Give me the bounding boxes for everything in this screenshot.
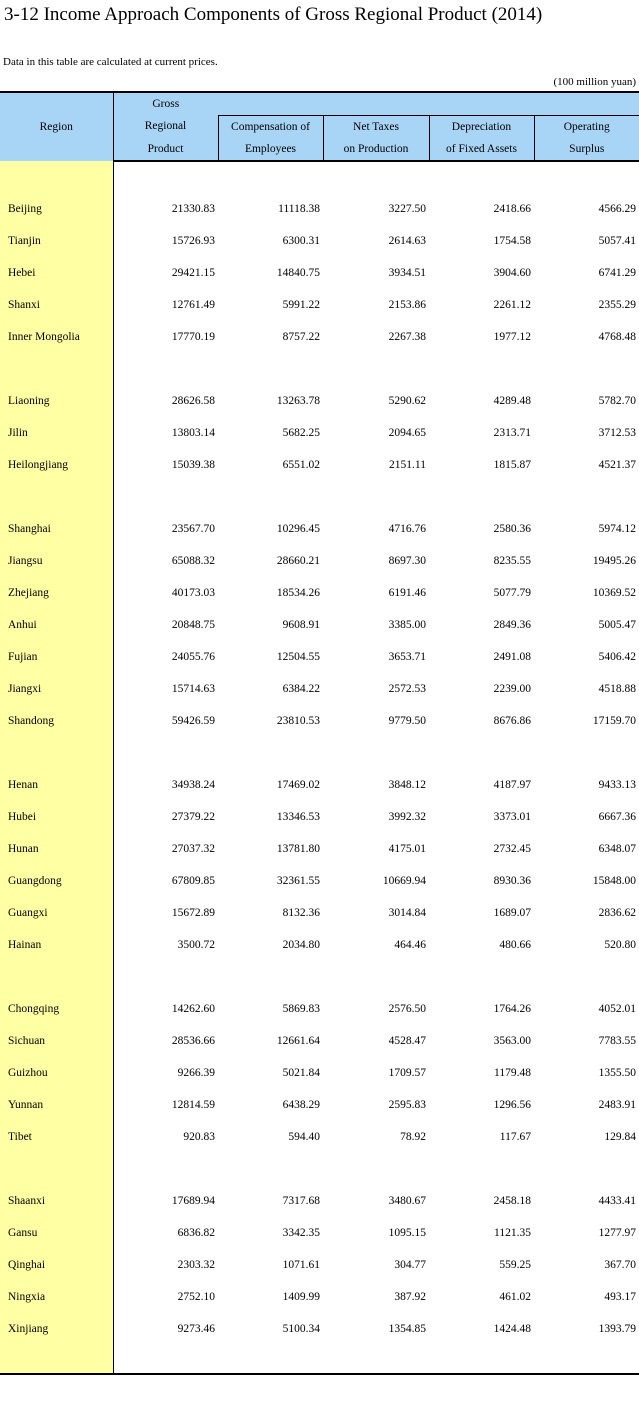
dep-cell: 2849.36 <box>493 618 531 631</box>
region-cell <box>0 737 113 769</box>
empty-cell <box>113 1345 218 1374</box>
surplus-cell: 15848.00 <box>592 874 636 887</box>
tax-cell: 2595.83 <box>388 1098 426 1111</box>
table-row <box>0 1281 639 1313</box>
tax-cell: 6191.46 <box>388 586 426 599</box>
tax-cell: 3014.84 <box>388 906 426 919</box>
dep-cell: 8676.86 <box>493 714 531 727</box>
grp-cell: 27037.32 <box>171 842 215 855</box>
table-row <box>0 769 639 801</box>
surplus-cell: 2355.29 <box>598 298 636 311</box>
region-cell: Jilin <box>0 417 113 449</box>
empty-cell <box>323 961 429 993</box>
tax-cell: 4528.47 <box>388 1034 426 1047</box>
header-comp-line1: Compensation of <box>218 115 323 138</box>
tax-cell: 9779.50 <box>388 714 426 727</box>
table-row <box>0 321 639 353</box>
region-cell: Henan <box>0 769 113 801</box>
region-cell: Qinghai <box>0 1249 113 1281</box>
empty-cell <box>323 737 429 769</box>
table-row <box>0 545 639 577</box>
header-top-spacer <box>218 92 323 115</box>
surplus-cell: 520.80 <box>604 938 636 951</box>
data-table <box>0 91 639 1374</box>
dep-cell: 4289.48 <box>493 394 531 407</box>
empty-cell <box>429 353 534 385</box>
tax-cell: 4716.76 <box>388 522 426 535</box>
table-row <box>0 1313 639 1345</box>
surplus-cell: 4052.01 <box>598 1002 636 1015</box>
grp-cell: 3500.72 <box>177 938 215 951</box>
surplus-cell: 10369.52 <box>592 586 636 599</box>
region-cell: Sichuan <box>0 1025 113 1057</box>
region-cell: Jiangsu <box>0 545 113 577</box>
surplus-cell: 17159.70 <box>592 714 636 727</box>
region-cell: Chongqing <box>0 993 113 1025</box>
comp-cell: 5991.22 <box>282 298 320 311</box>
surplus-cell: 493.17 <box>604 1290 636 1303</box>
grp-cell: 20848.75 <box>171 618 215 631</box>
tax-cell: 2094.65 <box>388 426 426 439</box>
comp-cell: 12661.64 <box>276 1034 320 1047</box>
region-cell: Guangxi <box>0 897 113 929</box>
comp-cell: 1409.99 <box>282 1290 320 1303</box>
surplus-cell: 5782.70 <box>598 394 636 407</box>
comp-cell: 8132.36 <box>282 906 320 919</box>
grp-cell: 15039.38 <box>171 458 215 471</box>
surplus-cell: 19495.26 <box>592 554 636 567</box>
dep-cell: 2418.66 <box>493 202 531 215</box>
header-region: Region <box>0 92 113 161</box>
empty-cell <box>534 481 639 513</box>
dep-cell: 8930.36 <box>493 874 531 887</box>
table-row <box>0 1121 639 1153</box>
empty-cell <box>534 353 639 385</box>
empty-cell <box>534 1153 639 1185</box>
empty-cell <box>113 1153 218 1185</box>
surplus-cell: 7783.55 <box>598 1034 636 1047</box>
surplus-cell: 4768.48 <box>598 330 636 343</box>
dep-cell: 559.25 <box>499 1258 531 1271</box>
dep-cell: 1815.87 <box>493 458 531 471</box>
comp-cell: 14840.75 <box>276 266 320 279</box>
table-row <box>0 929 639 961</box>
empty-cell <box>218 481 323 513</box>
header-top-spacer <box>323 92 429 115</box>
grp-cell: 12814.59 <box>171 1098 215 1111</box>
region-cell: Fujian <box>0 641 113 673</box>
group-spacer-row <box>0 481 639 513</box>
empty-cell <box>218 737 323 769</box>
region-cell: Zhejiang <box>0 577 113 609</box>
table-row <box>0 1185 639 1217</box>
empty-cell <box>218 1153 323 1185</box>
empty-cell <box>429 481 534 513</box>
tax-cell: 3227.50 <box>388 202 426 215</box>
comp-cell: 6300.31 <box>282 234 320 247</box>
header-dep-line2: of Fixed Assets <box>429 138 534 161</box>
comp-cell: 5100.34 <box>282 1322 320 1335</box>
comp-cell: 32361.55 <box>276 874 320 887</box>
table-row <box>0 1249 639 1281</box>
comp-cell: 17469.02 <box>276 778 320 791</box>
surplus-cell: 4518.88 <box>598 682 636 695</box>
comp-cell: 11118.38 <box>278 202 320 215</box>
dep-cell: 2458.18 <box>493 1194 531 1207</box>
group-spacer-row <box>0 1345 639 1374</box>
empty-cell <box>113 161 218 193</box>
table-row <box>0 673 639 705</box>
region-cell: Gansu <box>0 1217 113 1249</box>
region-cell <box>0 161 113 193</box>
tax-cell: 4175.01 <box>388 842 426 855</box>
grp-cell: 24055.76 <box>171 650 215 663</box>
surplus-cell: 6741.29 <box>598 266 636 279</box>
tax-cell: 3480.67 <box>388 1194 426 1207</box>
dep-cell: 2261.12 <box>493 298 531 311</box>
comp-cell: 7317.68 <box>282 1194 320 1207</box>
region-cell <box>0 961 113 993</box>
comp-cell: 23810.53 <box>276 714 320 727</box>
empty-cell <box>429 961 534 993</box>
empty-cell <box>429 1345 534 1374</box>
empty-cell <box>323 1153 429 1185</box>
comp-cell: 28660.21 <box>276 554 320 567</box>
tax-cell: 387.92 <box>394 1290 426 1303</box>
tax-cell: 8697.30 <box>388 554 426 567</box>
comp-cell: 2034.80 <box>282 938 320 951</box>
surplus-cell: 5057.41 <box>598 234 636 247</box>
surplus-cell: 4521.37 <box>598 458 636 471</box>
dep-cell: 2732.45 <box>493 842 531 855</box>
grp-cell: 15672.89 <box>171 906 215 919</box>
grp-cell: 59426.59 <box>171 714 215 727</box>
tax-cell: 1354.85 <box>388 1322 426 1335</box>
surplus-cell: 5406.42 <box>598 650 636 663</box>
region-cell: Heilongjiang <box>0 449 113 481</box>
dep-cell: 480.66 <box>499 938 531 951</box>
header-tax-line2: on Production <box>323 138 429 161</box>
surplus-cell: 5005.47 <box>598 618 636 631</box>
comp-cell: 9608.91 <box>282 618 320 631</box>
comp-cell: 6384.22 <box>282 682 320 695</box>
tax-cell: 464.46 <box>394 938 426 951</box>
grp-cell: 9266.39 <box>177 1066 215 1079</box>
header-surplus-line1: Operating <box>534 115 639 138</box>
table-row <box>0 1217 639 1249</box>
table-row <box>0 609 639 641</box>
tax-cell: 2576.50 <box>388 1002 426 1015</box>
surplus-cell: 1393.79 <box>598 1322 636 1335</box>
dep-cell: 2580.36 <box>493 522 531 535</box>
table-body <box>0 161 639 1374</box>
table-note: Data in this table are calculated at current prices. <box>3 56 218 68</box>
grp-cell: 14262.60 <box>171 1002 215 1015</box>
grp-cell: 15726.93 <box>171 234 215 247</box>
empty-cell <box>113 353 218 385</box>
dep-cell: 1179.48 <box>494 1066 531 1079</box>
group-spacer-row <box>0 1153 639 1185</box>
table-bottom-rule <box>0 1373 639 1375</box>
region-cell: Tibet <box>0 1121 113 1153</box>
dep-cell: 1764.26 <box>493 1002 531 1015</box>
comp-cell: 5869.83 <box>282 1002 320 1015</box>
table-row <box>0 1089 639 1121</box>
table-row <box>0 193 639 225</box>
grp-cell: 2303.32 <box>177 1258 215 1271</box>
tax-cell: 2572.53 <box>388 682 426 695</box>
comp-cell: 12504.55 <box>276 650 320 663</box>
tax-cell: 3992.32 <box>388 810 426 823</box>
dep-cell: 2313.71 <box>493 426 531 439</box>
region-cell: Hainan <box>0 929 113 961</box>
region-cell: Jiangxi <box>0 673 113 705</box>
dep-cell: 2239.00 <box>493 682 531 695</box>
table-row <box>0 577 639 609</box>
region-cell: Inner Mongolia <box>0 321 113 353</box>
comp-cell: 13263.78 <box>276 394 320 407</box>
surplus-cell: 9433.13 <box>598 778 636 791</box>
table-row <box>0 449 639 481</box>
region-cell: Hunan <box>0 833 113 865</box>
grp-cell: 6836.82 <box>177 1226 215 1239</box>
dep-cell: 5077.79 <box>493 586 531 599</box>
table-row <box>0 641 639 673</box>
table-row <box>0 801 639 833</box>
group-spacer-row <box>0 161 639 193</box>
surplus-cell: 367.70 <box>604 1258 636 1271</box>
grp-cell: 40173.03 <box>171 586 215 599</box>
surplus-cell: 6667.36 <box>598 810 636 823</box>
tax-cell: 1709.57 <box>388 1066 426 1079</box>
region-cell: Beijing <box>0 193 113 225</box>
empty-cell <box>534 961 639 993</box>
region-cell: Anhui <box>0 609 113 641</box>
dep-cell: 1121.35 <box>494 1226 531 1239</box>
dep-cell: 117.67 <box>499 1130 531 1143</box>
table-row <box>0 705 639 737</box>
region-cell: Guizhou <box>0 1057 113 1089</box>
empty-cell <box>218 961 323 993</box>
region-cell: Shandong <box>0 705 113 737</box>
region-cell: Shanghai <box>0 513 113 545</box>
table-row <box>0 1057 639 1089</box>
empty-cell <box>113 961 218 993</box>
grp-cell: 67809.85 <box>171 874 215 887</box>
dep-cell: 1754.58 <box>493 234 531 247</box>
surplus-cell: 5974.12 <box>598 522 636 535</box>
tax-cell: 3385.00 <box>388 618 426 631</box>
empty-cell <box>218 353 323 385</box>
surplus-cell: 3712.53 <box>598 426 636 439</box>
dep-cell: 461.02 <box>499 1290 531 1303</box>
region-cell <box>0 353 113 385</box>
table-row <box>0 289 639 321</box>
dep-cell: 3904.60 <box>493 266 531 279</box>
table-row <box>0 1025 639 1057</box>
header-surplus-line2: Surplus <box>534 138 639 161</box>
comp-cell: 10296.45 <box>276 522 320 535</box>
empty-cell <box>323 353 429 385</box>
dep-cell: 1424.48 <box>493 1322 531 1335</box>
table-row <box>0 225 639 257</box>
tax-cell: 78.92 <box>400 1130 426 1143</box>
comp-cell: 8757.22 <box>282 330 320 343</box>
empty-cell <box>113 737 218 769</box>
region-cell: Yunnan <box>0 1089 113 1121</box>
tax-cell: 3653.71 <box>388 650 426 663</box>
grp-cell: 17689.94 <box>171 1194 215 1207</box>
region-cell: Hubei <box>0 801 113 833</box>
group-spacer-row <box>0 961 639 993</box>
surplus-cell: 2483.91 <box>598 1098 636 1111</box>
header-grp-line2: Regional <box>113 115 218 138</box>
surplus-cell: 129.84 <box>604 1130 636 1143</box>
dep-cell: 3563.00 <box>493 1034 531 1047</box>
comp-cell: 13346.53 <box>276 810 320 823</box>
empty-cell <box>534 1345 639 1374</box>
empty-cell <box>429 1153 534 1185</box>
dep-cell: 3373.01 <box>493 810 531 823</box>
empty-cell <box>323 161 429 193</box>
table-row <box>0 833 639 865</box>
tax-cell: 304.77 <box>394 1258 426 1271</box>
empty-cell <box>429 161 534 193</box>
table-row <box>0 865 639 897</box>
comp-cell: 18534.26 <box>276 586 320 599</box>
empty-cell <box>534 161 639 193</box>
tax-cell: 1095.15 <box>388 1226 426 1239</box>
region-cell: Liaoning <box>0 385 113 417</box>
grp-cell: 17770.19 <box>171 330 215 343</box>
region-cell: Tianjin <box>0 225 113 257</box>
grp-cell: 28626.58 <box>171 394 215 407</box>
empty-cell <box>323 481 429 513</box>
grp-cell: 2752.10 <box>177 1290 215 1303</box>
grp-cell: 21330.83 <box>171 202 215 215</box>
table-row <box>0 385 639 417</box>
header-comp-line2: Employees <box>218 138 323 161</box>
comp-cell: 594.40 <box>288 1130 320 1143</box>
grp-cell: 65088.32 <box>171 554 215 567</box>
grp-cell: 920.83 <box>183 1130 215 1143</box>
empty-cell <box>323 1345 429 1374</box>
tax-cell: 2267.38 <box>388 330 426 343</box>
tax-cell: 5290.62 <box>388 394 426 407</box>
region-cell <box>0 1153 113 1185</box>
grp-cell: 29421.15 <box>171 266 215 279</box>
grp-cell: 15714.63 <box>171 682 215 695</box>
header-top-spacer <box>534 92 639 115</box>
region-cell: Guangdong <box>0 865 113 897</box>
empty-cell <box>534 737 639 769</box>
surplus-cell: 6348.07 <box>598 842 636 855</box>
grp-cell: 12761.49 <box>171 298 215 311</box>
empty-cell <box>429 737 534 769</box>
header-tax-line1: Net Taxes <box>323 115 429 138</box>
group-spacer-row <box>0 353 639 385</box>
header-top-spacer <box>429 92 534 115</box>
comp-cell: 6438.29 <box>282 1098 320 1111</box>
tax-cell: 3848.12 <box>388 778 426 791</box>
dep-cell: 1296.56 <box>493 1098 531 1111</box>
table-row <box>0 993 639 1025</box>
surplus-cell: 1277.97 <box>598 1226 636 1239</box>
header-grp-line1: Gross <box>113 92 218 115</box>
tax-cell: 3934.51 <box>388 266 426 279</box>
table-row <box>0 513 639 545</box>
comp-cell: 13781.80 <box>276 842 320 855</box>
dep-cell: 4187.97 <box>493 778 531 791</box>
tax-cell: 10669.94 <box>382 874 426 887</box>
region-cell <box>0 481 113 513</box>
dep-cell: 8235.55 <box>493 554 531 567</box>
surplus-cell: 1355.50 <box>598 1066 636 1079</box>
dep-cell: 1977.12 <box>493 330 531 343</box>
tax-cell: 2153.86 <box>388 298 426 311</box>
region-cell: Xinjiang <box>0 1313 113 1345</box>
surplus-cell: 4566.29 <box>598 202 636 215</box>
empty-cell <box>218 1345 323 1374</box>
comp-cell: 1071.61 <box>282 1258 320 1271</box>
grp-cell: 13803.14 <box>171 426 215 439</box>
grp-cell: 34938.24 <box>171 778 215 791</box>
header-dep-line1: Depreciation <box>429 115 534 138</box>
comp-cell: 3342.35 <box>282 1226 320 1239</box>
comp-cell: 5682.25 <box>282 426 320 439</box>
dep-cell: 1689.07 <box>493 906 531 919</box>
table-header <box>0 92 639 161</box>
empty-cell <box>218 161 323 193</box>
region-cell: Ningxia <box>0 1281 113 1313</box>
empty-cell <box>113 481 218 513</box>
surplus-cell: 2836.62 <box>598 906 636 919</box>
region-cell: Shaanxi <box>0 1185 113 1217</box>
header-grp-line3: Product <box>113 138 218 161</box>
grp-cell: 27379.22 <box>171 810 215 823</box>
unit-label: (100 million yuan) <box>553 76 636 88</box>
comp-cell: 5021.84 <box>282 1066 320 1079</box>
tax-cell: 2151.11 <box>389 458 426 471</box>
dep-cell: 2491.08 <box>493 650 531 663</box>
region-cell: Shanxi <box>0 289 113 321</box>
grp-cell: 23567.70 <box>171 522 215 535</box>
table-row <box>0 897 639 929</box>
table-row <box>0 417 639 449</box>
region-cell <box>0 1345 113 1374</box>
surplus-cell: 4433.41 <box>598 1194 636 1207</box>
page-title: 3-12 Income Approach Components of Gross Regional Product (2014) <box>4 4 543 25</box>
table-row <box>0 257 639 289</box>
comp-cell: 6551.02 <box>282 458 320 471</box>
tax-cell: 2614.63 <box>388 234 426 247</box>
group-spacer-row <box>0 737 639 769</box>
grp-cell: 28536.66 <box>171 1034 215 1047</box>
grp-cell: 9273.46 <box>177 1322 215 1335</box>
region-cell: Hebei <box>0 257 113 289</box>
